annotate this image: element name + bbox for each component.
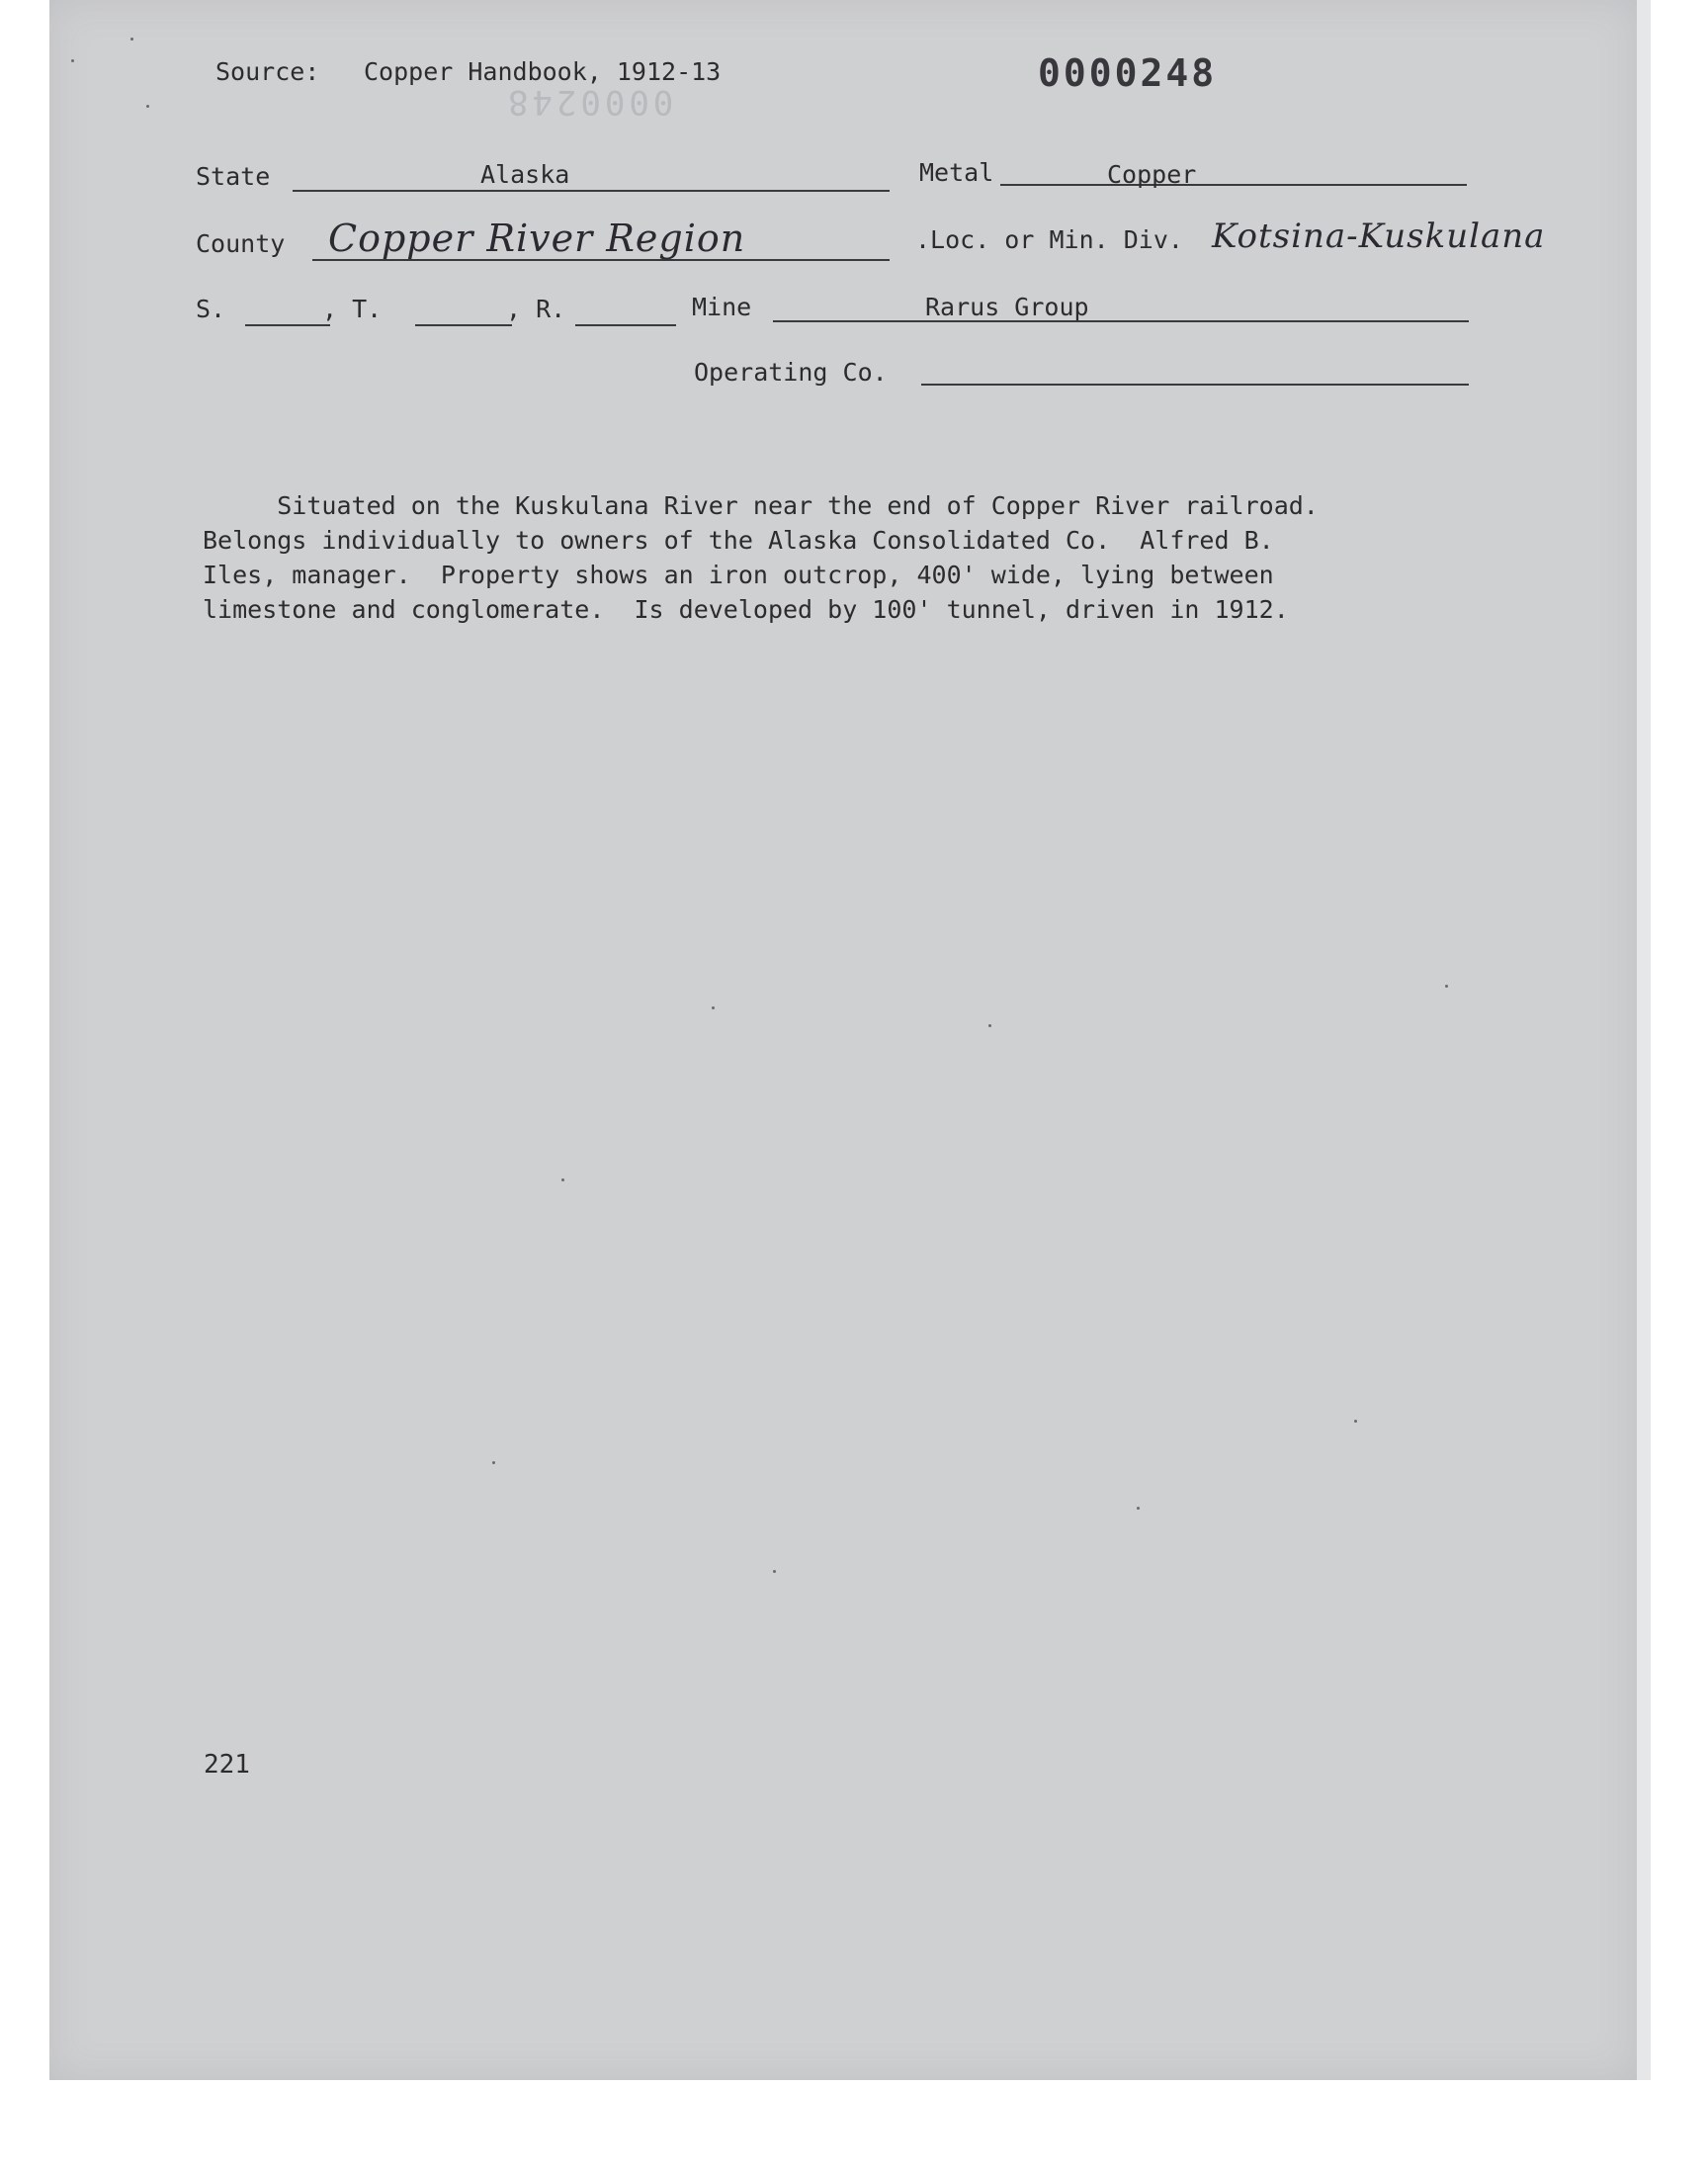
scan-speck: [130, 38, 133, 41]
township-line: [415, 324, 512, 326]
source-value: Copper Handbook, 1912-13: [364, 57, 722, 86]
metal-line: [1000, 184, 1467, 186]
scan-speck: [773, 1570, 776, 1573]
scan-speck: [146, 105, 149, 108]
description-paragraph: [203, 488, 1488, 627]
scan-speck: [71, 59, 74, 62]
mine-value: Rarus Group: [925, 293, 1089, 321]
description-line: Iles, manager. Property shows an iron outcrop, 400' wide, lying between: [203, 561, 1274, 589]
county-value: Copper River Region: [328, 217, 746, 260]
range-label: , R.: [506, 295, 566, 323]
description-line: Belongs individually to owners of the Alaska Consolidated Co. Alfred B.: [203, 526, 1274, 555]
operating-co-line: [921, 384, 1469, 386]
state-label: State: [196, 162, 271, 191]
loc-value: Kotsina-Kuskulana: [1212, 217, 1546, 256]
record-card: [49, 0, 1637, 2080]
scan-speck: [1445, 985, 1448, 988]
scan-speck: [712, 1006, 715, 1009]
state-value: Alaska: [480, 160, 570, 189]
scan-speck: [988, 1024, 991, 1027]
document-number-bleedthrough: 0000248: [504, 82, 674, 122]
mine-label: Mine: [692, 293, 752, 321]
scan-speck: [561, 1178, 564, 1181]
loc-label: .Loc. or Min. Div.: [915, 225, 1183, 254]
county-label: County: [196, 229, 286, 258]
document-number: 0000248: [1038, 51, 1218, 95]
scan-speck: [492, 1461, 495, 1464]
operating-co-label: Operating Co.: [694, 358, 888, 387]
range-line: [575, 324, 676, 326]
mine-line: [773, 320, 1469, 322]
page-number: 221: [204, 1750, 250, 1780]
description-line: Situated on the Kuskulana River near the end of Copper River railroad.: [203, 491, 1319, 520]
metal-label: Metal: [919, 158, 994, 187]
scan-speck: [1137, 1507, 1140, 1510]
township-label: , T.: [322, 295, 383, 323]
card-edge: [1637, 0, 1651, 2080]
section-line: [245, 324, 330, 326]
description-line: limestone and conglomerate. Is developed by 100' tunnel, driven in 1912.: [203, 595, 1289, 624]
metal-value: Copper: [1107, 160, 1197, 189]
state-line: [293, 190, 890, 192]
section-label: S.: [196, 295, 226, 323]
scan-speck: [1354, 1420, 1357, 1423]
source-label: Source:: [215, 57, 320, 86]
